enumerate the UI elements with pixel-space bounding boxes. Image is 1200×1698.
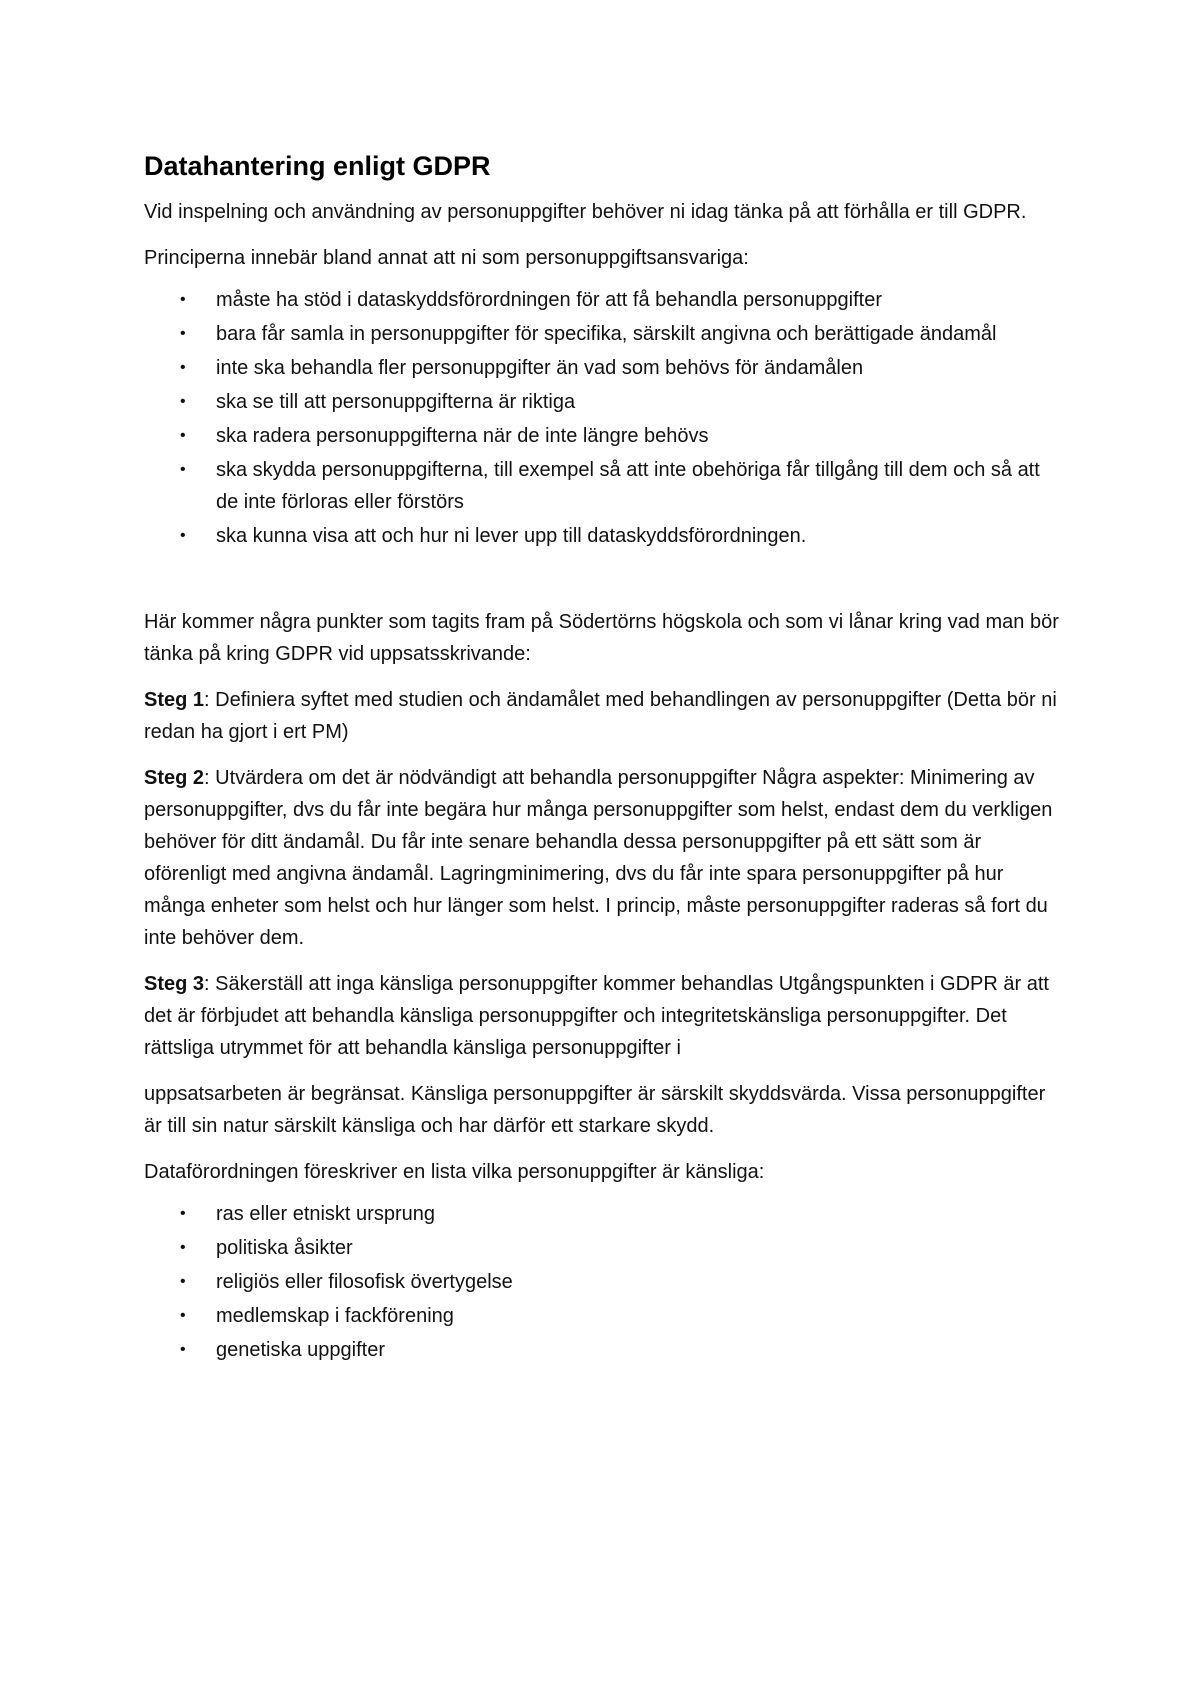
bullet-icon: • [180,461,186,479]
step-2-text: : Utvärdera om det är nödvändigt att behandla personuppgifter Några aspekter: Minimering av personuppgifter, dvs du får inte begära hur många personuppgifter som helst, endast dem du verkligen behöver för ditt ändamål. Du får inte senare behandla dessa personuppgifter på ett sätt som är oförenligt med angivna ändamål. Lagringminimering, dvs du får inte spara personuppgifter på hur många enheter som helst och hur länger som helst. I princip, måste personuppgifter raderas så fort du inte behöver dem. [144,767,1053,950]
list-item: • ska radera personuppgifterna när de inte längre behövs [144,420,1064,452]
list-item: • ska kunna visa att och hur ni lever upp till dataskyddsförordningen. [144,520,1064,552]
list-item: • inte ska behandla fler personuppgifter än vad som behövs för ändamålen [144,352,1064,384]
list-item: • religiös eller filosofisk övertygelse [144,1266,1064,1298]
list-item: • genetiska uppgifter [144,1334,1064,1366]
list-item: • måste ha stöd i dataskyddsförordningen för att få behandla personuppgifter [144,284,1064,316]
bullet-icon: • [180,1307,186,1325]
step-1-text: : Definiera syftet med studien och ändamålet med behandlingen av personuppgifter (Detta bör ni redan ha gjort i ert PM) [144,689,1057,744]
bullet-icon: • [180,325,186,343]
step-2-paragraph [144,762,1064,954]
intro-paragraph: Vid inspelning och användning av personuppgifter behöver ni idag tänka på att förhålla er till GDPR. [144,201,1027,224]
bullet-icon: • [180,1205,186,1223]
step-2-label: Steg 2 [144,767,205,790]
step-3-paragraph [144,968,1064,1064]
bullet-icon: • [180,427,186,445]
bullet-icon: • [180,393,186,411]
step-1-paragraph [144,684,1064,748]
bullet-icon: • [180,1341,186,1359]
step-3-label: Steg 3 [144,973,205,996]
document-title: Datahantering enligt GDPR [144,151,491,181]
list-item: • ras eller etniskt ursprung [144,1198,1064,1230]
list-item: • ska skydda personuppgifterna, till exempel så att inte obehöriga får tillgång till dem och så att de inte förloras eller förstörs [144,454,1064,518]
bullet-icon: • [180,1273,186,1291]
bullet-icon: • [180,359,186,377]
bullet-icon: • [180,1239,186,1257]
list-item: • medlemskap i fackförening [144,1300,1064,1332]
principles-list [144,284,1064,552]
sensitive-lead: Dataförordningen föreskriver en lista vilka personuppgifter är känsliga: [144,1161,765,1184]
list-item: • bara får samla in personuppgifter för specifika, särskilt angivna och berättigade ändamål [144,318,1064,350]
bullet-icon: • [180,527,186,545]
list-item: • politiska åsikter [144,1232,1064,1264]
step-3-text: : Säkerställ att inga känsliga personuppgifter kommer behandlas Utgångspunkten i GDPR är att det är förbjudet att behandla känsliga personuppgifter och integritetskänsliga personuppgifter. Det rättsliga utrymmet för att behandla känsliga personuppgifter i [144,973,1049,1060]
list-item: • ska se till att personuppgifterna är riktiga [144,386,1064,418]
points-intro: Här kommer några punkter som tagits fram på Södertörns högskola och som vi lånar kring vad man bör tänka på kring GDPR vid uppsatsskrivande: [144,611,1059,666]
step-3-continued: uppsatsarbeten är begränsat. Känsliga personuppgifter är särskilt skyddsvärda. Vissa personuppgifter är till sin natur särskilt känsliga och har därför ett starkare skydd. [144,1083,1046,1138]
sensitive-list [144,1198,1064,1366]
bullet-icon: • [180,291,186,309]
section-spacer [144,566,1064,606]
step-1-label: Steg 1 [144,689,205,712]
principles-lead: Principerna innebär bland annat att ni som personuppgiftsansvariga: [144,247,749,270]
document-page [144,150,1064,1380]
